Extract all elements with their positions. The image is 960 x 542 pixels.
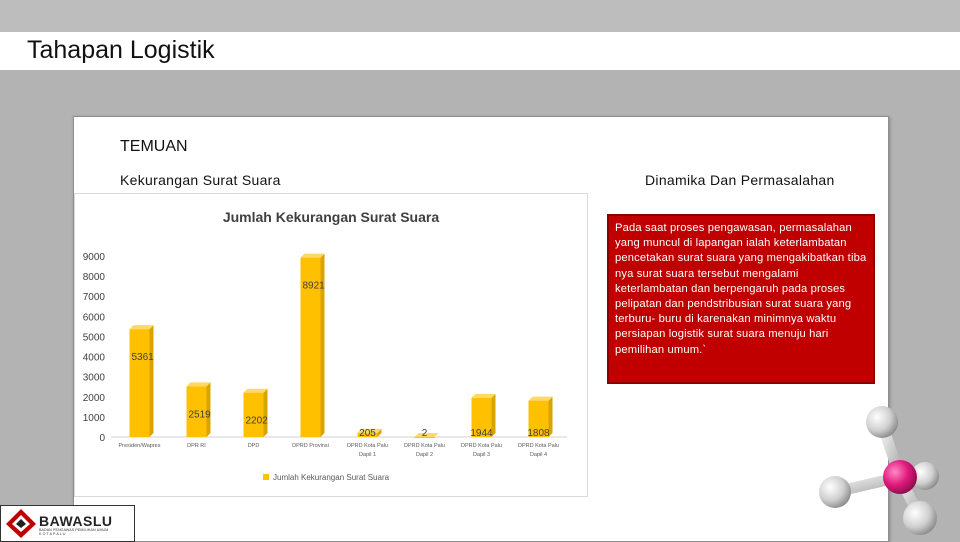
data-label: 2202 [245, 415, 268, 427]
x-tick-label: DPRD Kota Palu [461, 443, 502, 449]
y-tick-label: 1000 [82, 412, 105, 424]
y-tick-label: 0 [99, 433, 105, 444]
bar-top [472, 394, 496, 398]
x-tick-label: DPRD Provinsi [292, 443, 329, 449]
molecule-icon [815, 400, 960, 540]
x-tick-label: Dapil 2 [415, 452, 434, 458]
bawaslu-emblem-icon [4, 507, 38, 540]
chart-title: Jumlah Kekurangan Surat Suara [222, 209, 440, 225]
y-tick-label: 2000 [82, 392, 105, 404]
y-tick-label: 4000 [82, 352, 105, 364]
legend-label: Jumlah Kekurangan Surat Suara [273, 473, 390, 482]
x-tick-label: DPR RI [187, 443, 206, 449]
x-tick-label: DPRD Kota Palu [404, 443, 445, 449]
y-tick-label: 6000 [82, 312, 105, 324]
section-heading: TEMUAN [120, 138, 188, 155]
bar-top [529, 397, 553, 401]
top-gray-band [0, 0, 960, 32]
x-tick-label: Dapil 3 [472, 452, 491, 458]
y-tick-label: 7000 [82, 292, 105, 304]
x-tick-label: Presiden/Wapres [118, 443, 161, 449]
page-title: Tahapan Logistik [27, 36, 215, 64]
y-tick-label: 5000 [82, 332, 105, 344]
bar-top [244, 389, 268, 393]
data-label: 1944 [470, 428, 493, 439]
y-tick-label: 9000 [82, 252, 105, 263]
data-label: 5361 [131, 352, 154, 364]
y-tick-label: 3000 [82, 372, 105, 384]
x-tick-label: Dapil 4 [529, 452, 548, 458]
bar-side [264, 389, 268, 437]
bar-top [187, 382, 211, 386]
y-tick-label: 8000 [82, 272, 105, 284]
bar-chart [75, 194, 587, 496]
data-label: 1808 [527, 428, 550, 439]
data-label: 8921 [302, 280, 325, 292]
finding-text: Pada saat proses pengawasan, permasalahan yang muncul di lapangan ialah keterlambatan pencetakan surat suara yang mengakibatkan tiba nya surat suara tersebut mengalami keterlambatan dan berpengaruh pada proses pelipatan dan pendstribusian surat suara yang terburu- buru di karenakan minimnya waktu persiapan logistik surat suara menuju hari pemilihan umum.` [615, 222, 867, 356]
logo-name: BAWASLU [39, 513, 113, 529]
data-label: 205 [359, 428, 376, 439]
data-label: 2 [421, 428, 428, 439]
logo-subtext: BADAN PENGAWAS PEMILIHAN UMUM K O T A P A L U [39, 528, 109, 536]
x-tick-label: Dapil 1 [358, 452, 377, 458]
data-label: 2519 [188, 409, 211, 421]
bar-top [130, 325, 154, 329]
bar [130, 329, 150, 437]
issues-section-subtitle: Dinamika Dan Permasalahan [645, 172, 835, 188]
chart-container [74, 193, 588, 497]
bar-top [301, 254, 325, 258]
legend-swatch [263, 474, 269, 480]
x-tick-label: DPD [247, 443, 260, 449]
bar-side [150, 325, 154, 437]
x-tick-label: DPRD Kota Palu [518, 443, 559, 449]
chart-section-subtitle: Kekurangan Surat Suara [120, 172, 281, 188]
x-tick-label: DPRD Kota Palu [347, 443, 388, 449]
